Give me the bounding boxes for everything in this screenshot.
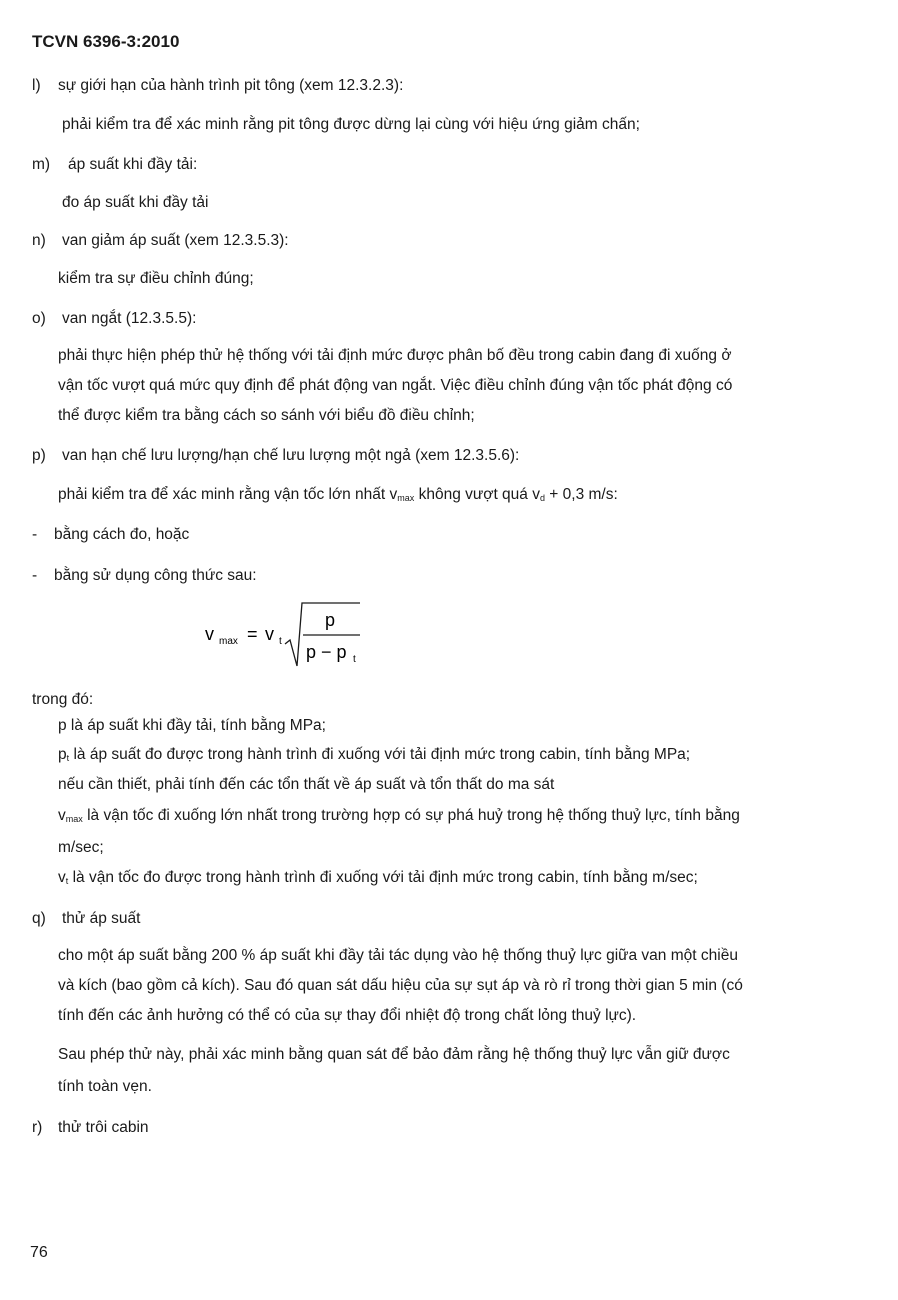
item-q-line: Sau phép thử này, phải xác minh bằng quan sát để bảo đảm rằng hệ thống thuỷ lực vẫn giữ được <box>58 1046 730 1063</box>
formula-rhs-sub: t <box>279 636 282 647</box>
definition-vmax: $v_{max}$ là vận tốc đi xuống lớn nhất trong trường hợp có sự phá huỷ trong hệ thống thuỷ lực, tính bằng <box>58 807 740 824</box>
item-q-line: cho một áp suất bằng 200 % áp suất khi đầy tải tác dụng vào hệ thống thuỷ lực giữa van một chiều <box>58 947 738 964</box>
bullet-item: - bằng cách đo, hoặc <box>32 526 190 543</box>
item-p-requirement: phải kiểm tra để xác minh rằng vận tốc lớn nhất $v_{max}$ không vượt quá $v_d + 0,3$ m/s: <box>58 486 618 503</box>
item-o-title: o) van ngắt (12.3.5.5): <box>32 310 197 327</box>
item-q-line: tính đến các ảnh hưởng có thể có của sự thay đổi nhiệt độ trong chất lỏng thuỷ lực). <box>58 1007 637 1024</box>
formula-denominator: p − p <box>306 642 347 662</box>
item-l-text: phải kiểm tra để xác minh rằng pit tông được dừng lại cùng với hiệu ứng giảm chấn; <box>62 116 640 133</box>
formula-lhs: v <box>205 624 214 644</box>
formula-equals: = <box>247 624 258 644</box>
formula-lhs-sub: max <box>219 636 238 647</box>
definition-vmax-cont: m/sec; <box>58 839 104 856</box>
item-l-title: l) sự giới hạn của hành trình pit tông (xem 12.3.2.3): <box>32 77 404 94</box>
item-o-line: vận tốc vượt quá mức quy định để phát động van ngắt. Việc điều chỉnh đúng vận tốc phát động có <box>58 377 733 394</box>
item-m-text: đo áp suất khi đầy tải <box>62 194 209 211</box>
where-label: trong đó: <box>32 691 94 708</box>
document-header: TCVN 6396-3:2010 <box>32 32 180 51</box>
definition-p: p là áp suất khi đầy tải, tính bằng MPa; <box>58 717 326 734</box>
item-q-line: tính toàn vẹn. <box>58 1078 152 1095</box>
item-o-line: thể được kiểm tra bằng cách so sánh với biểu đồ điều chỉnh; <box>58 407 475 424</box>
item-n-text: kiểm tra sự điều chỉnh đúng; <box>58 270 254 287</box>
page-number: 76 <box>30 1244 48 1261</box>
definition-note: nếu cần thiết, phải tính đến các tổn thất về áp suất và tổn thất do ma sát <box>58 776 555 793</box>
formula-rhs: v <box>265 624 274 644</box>
item-n-title: n) van giảm áp suất (xem 12.3.5.3): <box>32 232 289 249</box>
formula-denominator-sub: t <box>353 654 356 665</box>
vmax-formula <box>205 600 375 670</box>
item-o-line: phải thực hiện phép thử hệ thống với tải định mức được phân bố đều trong cabin đang đi xuống ở <box>58 347 732 364</box>
definition-pt: $p_t$ là áp suất đo được trong hành trình đi xuống với tải định mức trong cabin, tính bằng MPa; <box>58 746 691 763</box>
item-r-title: r) thử trôi cabin <box>32 1119 149 1136</box>
item-p-title: p) van hạn chế lưu lượng/hạn chế lưu lượng một ngả (xem 12.3.5.6): <box>32 447 520 464</box>
item-q-line: và kích (bao gồm cả kích). Sau đó quan sát dấu hiệu của sự sụt áp và rò rỉ trong thời gian 5 min (có <box>58 977 743 994</box>
definition-vt: $v_t$ là vận tốc đo được trong hành trình đi xuống với tải định mức trong cabin, tính bằng m/sec; <box>58 869 698 886</box>
item-m-title: m) áp suất khi đầy tải: <box>32 156 198 173</box>
bullet-item: - bằng sử dụng công thức sau: <box>32 567 257 584</box>
item-q-title: q) thử áp suất <box>32 910 141 927</box>
formula-numerator: p <box>325 610 336 630</box>
